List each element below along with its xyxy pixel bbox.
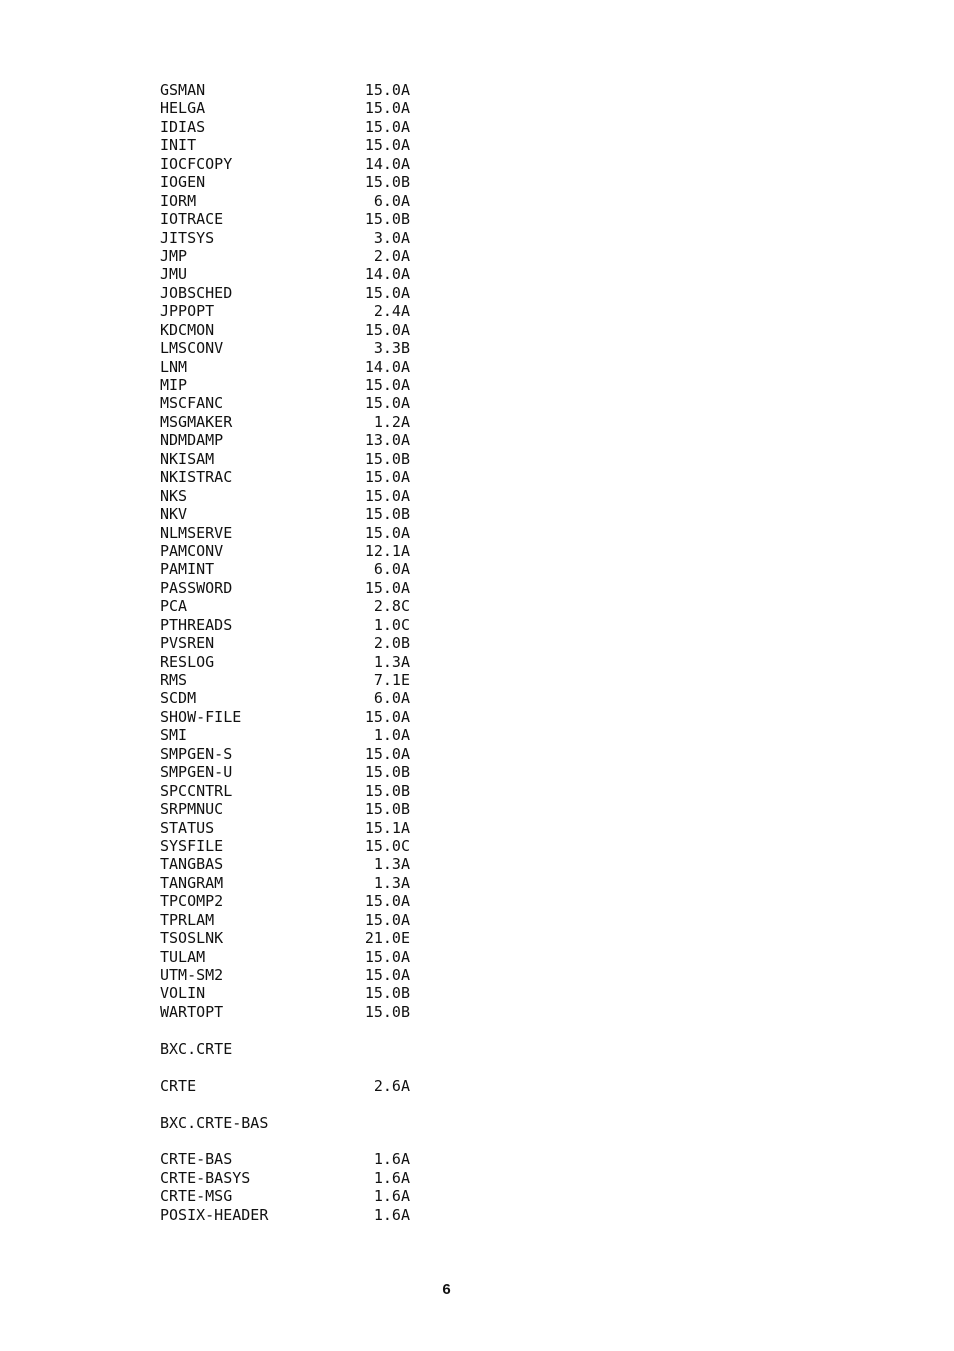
listing-row [160, 450, 420, 468]
listing-row [160, 155, 420, 173]
listing-row [160, 929, 420, 947]
component-name: CRTE-BASYS [160, 1168, 251, 1187]
listing-row [160, 892, 420, 910]
component-version: 1.3A [373, 652, 410, 671]
listing-row [160, 247, 420, 265]
component-name: JITSYS [160, 228, 215, 247]
component-name: STATUS [160, 818, 215, 837]
component-version: 15.0B [364, 1002, 410, 1021]
component-version: 1.3A [373, 855, 410, 874]
component-version: 15.0B [364, 763, 410, 782]
component-version: 15.0A [364, 136, 410, 155]
component-name: IDIAS [160, 117, 206, 136]
listing-row [160, 265, 420, 283]
listing-row [160, 671, 420, 689]
component-version: 2.0A [373, 246, 410, 265]
section-heading: BXC.CRTE [160, 1039, 233, 1058]
component-version: 1.6A [373, 1187, 410, 1206]
component-version: 15.0A [364, 486, 410, 505]
component-version: 14.0A [364, 265, 410, 284]
component-version: 1.2A [373, 412, 410, 431]
listing-row [160, 689, 420, 707]
component-name: INIT [160, 136, 197, 155]
component-name: SCDM [160, 689, 197, 708]
listing-row [160, 911, 420, 929]
component-name: RMS [160, 671, 188, 689]
component-version: 15.0A [364, 707, 410, 726]
listing-row [160, 597, 420, 615]
listing-row [160, 394, 420, 412]
listing-row [160, 763, 420, 781]
component-name: HELGA [160, 99, 206, 118]
component-name: SHOW-FILE [160, 707, 242, 726]
component-name: TANGBAS [160, 855, 224, 874]
listing-row [160, 984, 420, 1002]
listing-row [160, 118, 420, 136]
component-name: CRTE [160, 1076, 197, 1095]
listing-row [160, 431, 420, 449]
component-name: JPPOPT [160, 302, 215, 321]
component-version: 15.0A [364, 283, 410, 302]
listing-row [160, 542, 420, 560]
listing-row [160, 726, 420, 744]
listing-row [160, 284, 420, 302]
listing-row [160, 413, 420, 431]
component-version: 1.6A [373, 1150, 410, 1169]
component-version: 15.0A [364, 99, 410, 118]
component-name: TPRLAM [160, 910, 215, 929]
component-name: CRTE-BAS [160, 1150, 233, 1169]
component-version: 15.0A [364, 81, 410, 99]
component-version: 15.0B [364, 210, 410, 229]
component-name: TULAM [160, 947, 206, 966]
listing-row [160, 81, 420, 99]
component-version: 15.0A [364, 468, 410, 487]
component-version: 15.0A [364, 376, 410, 394]
listing-row [160, 819, 420, 837]
component-version: 3.0A [373, 228, 410, 247]
component-version: 15.0B [364, 449, 410, 468]
listing-row [160, 708, 420, 726]
component-version: 12.1A [364, 541, 410, 560]
component-name: LMSCONV [160, 339, 224, 358]
listing-row [160, 210, 420, 228]
component-name: WARTOPT [160, 1002, 224, 1021]
component-version: 15.0A [364, 892, 410, 911]
listing-row [160, 874, 420, 892]
component-name: NKISTRAC [160, 468, 233, 487]
listing-row [160, 321, 420, 339]
component-name: GSMAN [160, 81, 206, 99]
component-name: NKS [160, 486, 188, 505]
component-version: 15.0A [364, 910, 410, 929]
component-name: SMPGEN-U [160, 763, 233, 782]
component-name: MSCFANC [160, 394, 224, 413]
listing-row [160, 579, 420, 597]
component-version: 14.0A [364, 357, 410, 376]
component-name: NLMSERVE [160, 523, 233, 542]
component-version: 2.0B [373, 634, 410, 653]
listing-row [160, 1187, 420, 1205]
page-number: 6 [442, 1281, 451, 1298]
component-version: 15.0B [364, 781, 410, 800]
listing-row [160, 376, 420, 394]
listing-row [160, 136, 420, 154]
component-version: 1.6A [373, 1168, 410, 1187]
component-name: TSOSLNK [160, 929, 224, 948]
component-version: 6.0A [373, 689, 410, 708]
listing-row [160, 855, 420, 873]
component-version: 1.0A [373, 726, 410, 745]
component-version: 15.0B [364, 984, 410, 1003]
component-name: SRPMNUC [160, 800, 224, 819]
listing-row [160, 1150, 420, 1168]
listing-row [160, 560, 420, 578]
listing-row [160, 966, 420, 984]
component-name: SMI [160, 726, 188, 745]
section-heading: BXC.CRTE-BAS [160, 1113, 269, 1132]
listing-row [160, 616, 420, 634]
listing-row [160, 339, 420, 357]
component-name: NDMDAMP [160, 431, 224, 450]
listing-row [160, 782, 420, 800]
component-version: 15.1A [364, 818, 410, 837]
listing-row [160, 524, 420, 542]
listing-row [160, 634, 420, 652]
component-name: KDCMON [160, 320, 215, 339]
component-version: 15.0A [364, 117, 410, 136]
component-version: 2.4A [373, 302, 410, 321]
listing-row [160, 948, 420, 966]
component-name: NKISAM [160, 449, 215, 468]
component-version: 15.0B [364, 173, 410, 192]
component-version: 3.3B [373, 339, 410, 358]
listing-row [160, 302, 420, 320]
listing-row [160, 653, 420, 671]
component-name: MIP [160, 376, 188, 394]
component-name: TPCOMP2 [160, 892, 224, 911]
component-version: 2.6A [373, 1076, 410, 1095]
listing-row [160, 358, 420, 376]
component-version: 15.0A [364, 947, 410, 966]
component-version: 15.0B [364, 800, 410, 819]
component-version: 2.8C [373, 597, 410, 616]
listing-row [160, 1206, 420, 1224]
component-version: 6.0A [373, 560, 410, 579]
component-version: 14.0A [364, 154, 410, 173]
listing-row [160, 837, 420, 855]
component-name: RESLOG [160, 652, 215, 671]
component-version: 15.0C [364, 836, 410, 855]
listing-row [160, 745, 420, 763]
component-name: JMU [160, 265, 188, 284]
component-name: PTHREADS [160, 615, 233, 634]
component-name: JMP [160, 246, 188, 265]
component-name: SPCCNTRL [160, 781, 233, 800]
component-name: IORM [160, 191, 197, 210]
component-version: 6.0A [373, 191, 410, 210]
component-name: PCA [160, 597, 188, 616]
component-name: IOTRACE [160, 210, 224, 229]
component-version: 21.0E [364, 929, 410, 948]
listing-row [160, 173, 420, 191]
listing-row [160, 1003, 420, 1021]
component-version: 15.0A [364, 578, 410, 597]
component-name: TANGRAM [160, 873, 224, 892]
listing-row [160, 192, 420, 210]
listing-row [160, 468, 420, 486]
component-version: 15.0B [364, 505, 410, 524]
component-name: IOGEN [160, 173, 206, 192]
component-name: CRTE-MSG [160, 1187, 233, 1206]
listing-row [160, 1169, 420, 1187]
component-version: 7.1E [373, 671, 410, 689]
listing-row [160, 229, 420, 247]
component-version: 15.0A [364, 320, 410, 339]
component-version: 15.0A [364, 966, 410, 984]
component-name: LNM [160, 357, 188, 376]
component-name: JOBSCHED [160, 283, 233, 302]
component-name: MSGMAKER [160, 412, 233, 431]
listing-row [160, 487, 420, 505]
component-name: NKV [160, 505, 188, 524]
component-name: PAMCONV [160, 541, 224, 560]
component-version: 15.0A [364, 394, 410, 413]
listing-row [160, 99, 420, 117]
component-name: PVSREN [160, 634, 215, 653]
component-name: UTM-SM2 [160, 966, 224, 984]
product-version-listing [160, 81, 420, 1224]
component-name: PASSWORD [160, 578, 233, 597]
component-name: PAMINT [160, 560, 215, 579]
listing-row [160, 1077, 420, 1095]
listing-row [160, 800, 420, 818]
component-version: 15.0A [364, 744, 410, 763]
component-version: 1.3A [373, 873, 410, 892]
component-version: 15.0A [364, 523, 410, 542]
listing-row [160, 505, 420, 523]
component-name: IOCFCOPY [160, 154, 233, 173]
component-version: 1.6A [373, 1205, 410, 1224]
component-name: SYSFILE [160, 836, 224, 855]
component-name: VOLIN [160, 984, 206, 1003]
component-name: POSIX-HEADER [160, 1205, 269, 1224]
component-version: 13.0A [364, 431, 410, 450]
component-version: 1.0C [373, 615, 410, 634]
component-name: SMPGEN-S [160, 744, 233, 763]
